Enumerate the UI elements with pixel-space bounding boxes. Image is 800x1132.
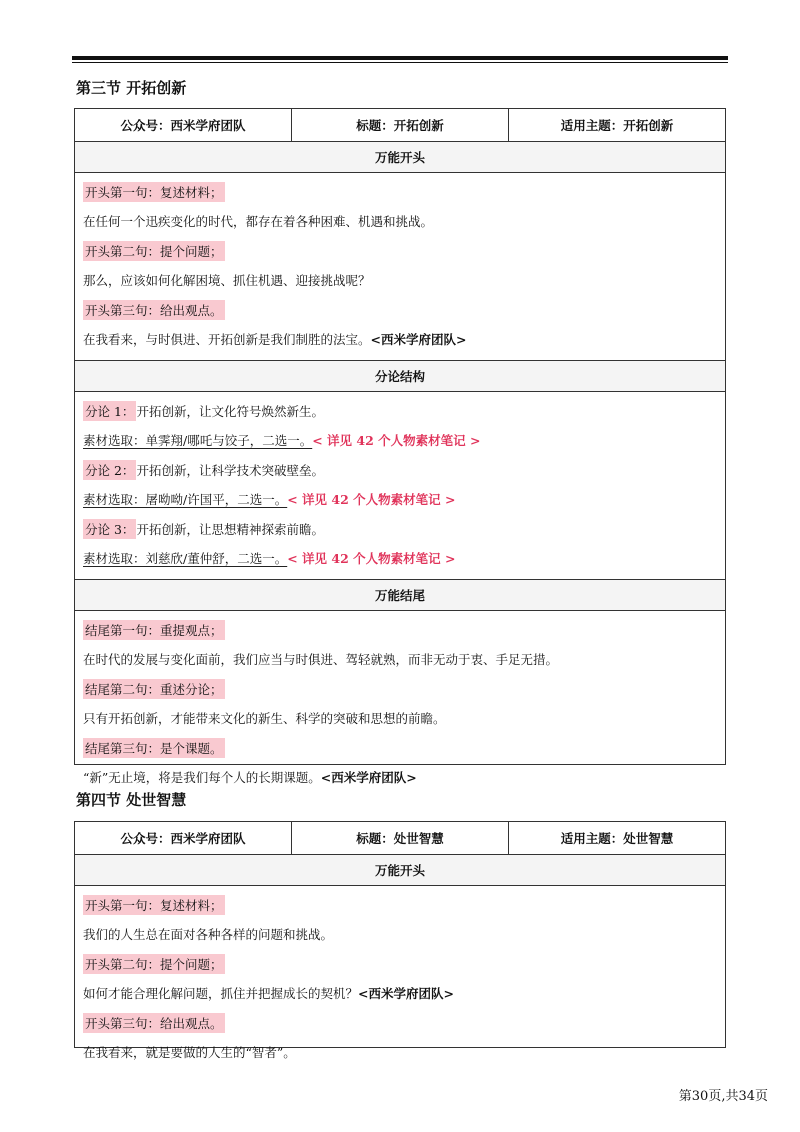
opening-content bbox=[75, 886, 725, 1073]
list-item bbox=[83, 177, 717, 207]
ending-s3-text: “新”无止境，将是我们每个人的长期课题。 bbox=[83, 770, 321, 786]
list-item bbox=[83, 890, 717, 920]
body-p2-text: 开拓创新，让科学技术突破壁垒。 bbox=[136, 462, 324, 478]
body-content bbox=[75, 392, 725, 579]
section-title: 第三节 开拓创新 bbox=[76, 79, 187, 97]
body-p3-text: 开拓创新，让思想精神探索前瞻。 bbox=[136, 521, 324, 537]
opening-s1-text: 在任何一个迅疾变化的时代，都存在着各种困难、机遇和挑战。 bbox=[83, 214, 434, 230]
list-item bbox=[83, 544, 717, 574]
opening-s2-label: 开头第二句：提个问题； bbox=[83, 954, 225, 974]
body-p2-label: 分论 2： bbox=[83, 460, 136, 480]
ending-s1-text: 在时代的发展与变化面前，我们应当与时俱进、驾轻就熟，而非无动于衷、手足无措。 bbox=[83, 652, 559, 668]
opening-band: 万能开头 bbox=[75, 855, 725, 886]
ending-s3-label: 结尾第三句：是个课题。 bbox=[83, 738, 225, 758]
opening-band: 万能开头 bbox=[75, 142, 725, 173]
list-item bbox=[83, 645, 717, 675]
header-title: 标题：处世智慧 bbox=[291, 822, 508, 854]
list-item bbox=[83, 979, 717, 1009]
opening-s3-label: 开头第三句：给出观点。 bbox=[83, 300, 225, 320]
ending-s1-label: 结尾第一句：重提观点； bbox=[83, 620, 225, 640]
body-m1: 素材选取：单霁翔/哪吒与饺子，二选一。 bbox=[83, 433, 313, 449]
opening-s2-text: 那么，应该如何化解困境、抓住机遇、迎接挑战呢？ bbox=[83, 273, 371, 289]
header-theme: 适用主题：处世智慧 bbox=[508, 822, 725, 854]
body-m2: 素材选取：屠呦呦/许国平，二选一。 bbox=[83, 492, 288, 508]
opening-content bbox=[75, 173, 725, 360]
page-number: 第30页,共34页 bbox=[678, 1089, 768, 1104]
section-title: 第四节 处世智慧 bbox=[76, 791, 187, 809]
opening-s3-text: 在我看来，就是要做的人生的“智者”。 bbox=[83, 1045, 296, 1061]
list-item bbox=[83, 920, 717, 950]
list-item bbox=[83, 1038, 717, 1068]
list-item bbox=[83, 295, 717, 325]
template-table bbox=[74, 108, 726, 786]
list-item bbox=[83, 266, 717, 296]
ending-band: 万能结尾 bbox=[75, 579, 725, 611]
template-table bbox=[74, 821, 726, 1061]
body-m3-ref: < 详见 42 个人物素材笔记 > bbox=[287, 551, 456, 567]
list-item bbox=[83, 949, 717, 979]
ending-s3-tag: <西米学府团队> bbox=[320, 770, 417, 786]
opening-s2-label: 开头第二句：提个问题； bbox=[83, 241, 225, 261]
body-m3: 素材选取：刘慈欣/董仲舒，二选一。 bbox=[83, 551, 288, 567]
top-rule-thick bbox=[72, 56, 728, 60]
list-item bbox=[83, 396, 717, 426]
opening-s1-label: 开头第一句：复述材料； bbox=[83, 182, 225, 202]
list-item bbox=[83, 674, 717, 704]
list-item bbox=[83, 207, 717, 237]
header-title: 标题：开拓创新 bbox=[291, 109, 508, 141]
body-m2-ref: < 详见 42 个人物素材笔记 > bbox=[287, 492, 456, 508]
list-item bbox=[83, 733, 717, 763]
body-p1-text: 开拓创新，让文化符号焕然新生。 bbox=[136, 403, 324, 419]
ending-content bbox=[75, 611, 725, 798]
opening-s1-text: 我们的人生总在面对各种各样的问题和挑战。 bbox=[83, 927, 334, 943]
list-item bbox=[83, 325, 717, 355]
ending-s2-label: 结尾第二句：重述分论； bbox=[83, 679, 225, 699]
list-item bbox=[83, 485, 717, 515]
opening-s3-tag: <西米学府团队> bbox=[370, 332, 467, 348]
opening-s3-label: 开头第三句：给出观点。 bbox=[83, 1013, 225, 1033]
list-item bbox=[83, 763, 717, 793]
opening-s3-text: 在我看来，与时俱进、开拓创新是我们制胜的法宝。 bbox=[83, 332, 371, 348]
list-item bbox=[83, 426, 717, 456]
list-item bbox=[83, 704, 717, 734]
opening-s1-label: 开头第一句：复述材料； bbox=[83, 895, 225, 915]
ending-s2-text: 只有开拓创新，才能带来文化的新生、科学的突破和思想的前瞻。 bbox=[83, 711, 446, 727]
opening-s2-text: 如何才能合理化解问题，抓住并把握成长的契机？ bbox=[83, 986, 359, 1002]
opening-s2-tag: <西米学府团队> bbox=[358, 986, 454, 1002]
list-item bbox=[83, 236, 717, 266]
list-item bbox=[83, 455, 717, 485]
body-m1-ref: < 详见 42 个人物素材笔记 > bbox=[312, 433, 481, 449]
table-header-row bbox=[75, 822, 725, 855]
list-item bbox=[83, 1008, 717, 1038]
header-theme: 适用主题：开拓创新 bbox=[508, 109, 725, 141]
header-account: 公众号：西米学府团队 bbox=[120, 118, 246, 133]
header-account: 公众号：西米学府团队 bbox=[120, 831, 246, 846]
body-p3-label: 分论 3： bbox=[83, 519, 136, 539]
list-item bbox=[83, 615, 717, 645]
top-rule-thin bbox=[72, 62, 728, 63]
body-p1-label: 分论 1： bbox=[83, 401, 136, 421]
table-header-row bbox=[75, 109, 725, 142]
list-item bbox=[83, 514, 717, 544]
body-band: 分论结构 bbox=[75, 360, 725, 392]
